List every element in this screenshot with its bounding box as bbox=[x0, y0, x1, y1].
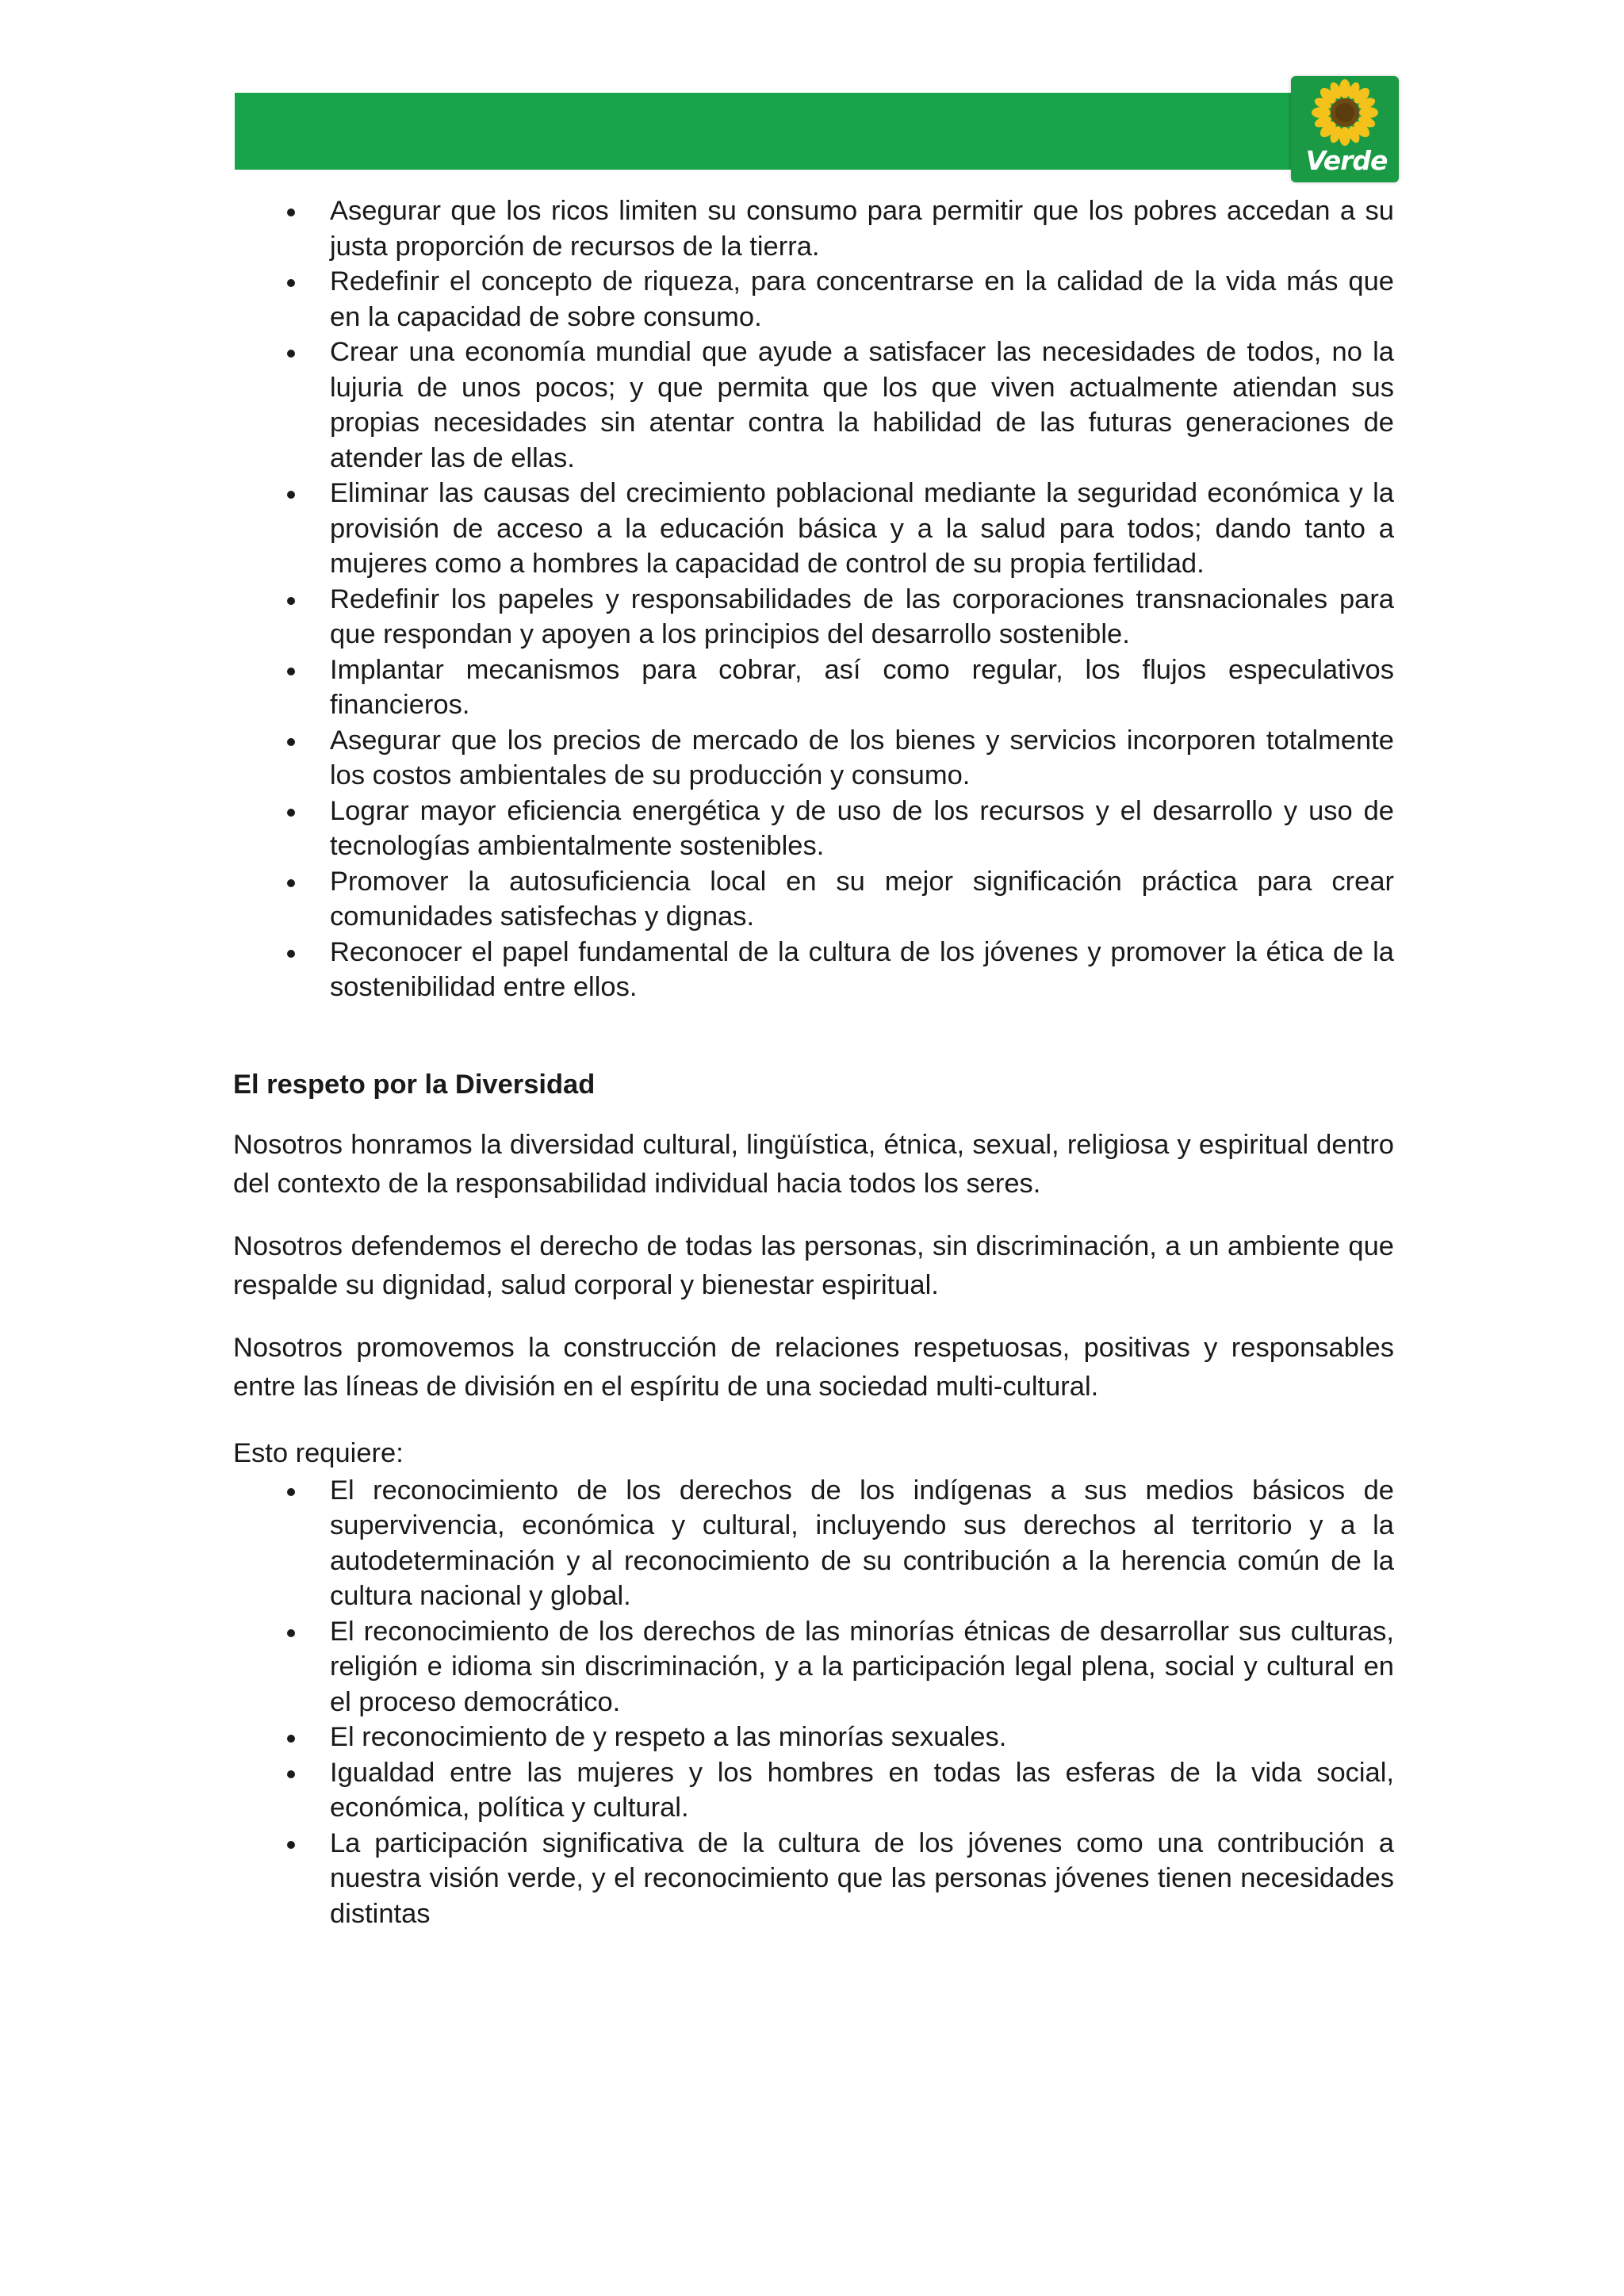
list-item: Asegurar que los precios de mercado de los bienes y servicios incorporen totalmente los costos ambientales de su producción y consumo. bbox=[233, 723, 1394, 794]
bullet-list-top bbox=[233, 193, 1394, 1005]
list-item: Redefinir el concepto de riqueza, para concentrarse en la calidad de la vida más que en la capacidad de sobre consumo. bbox=[233, 264, 1394, 335]
logo-text: Verde bbox=[1305, 145, 1388, 176]
list-item: Redefinir los papeles y responsabilidades de las corporaciones transnacionales para que respondan y apoyen a los principios del desarrollo sostenible. bbox=[233, 582, 1394, 652]
list-item: Lograr mayor eficiencia energética y de uso de los recursos y el desarrollo y uso de tecnologías ambientalmente sostenibles. bbox=[233, 794, 1394, 864]
sunflower-icon bbox=[1312, 79, 1378, 146]
section-heading: El respeto por la Diversidad bbox=[233, 1069, 596, 1100]
list-item: Crear una economía mundial que ayude a satisfacer las necesidades de todos, no la lujuria de unos pocos; y que permita que los que viven actualmente atiendan sus propias necesidades sin atentar contra la habilidad de las futuras generaciones de atender las de ellas. bbox=[233, 335, 1394, 476]
paragraph: Nosotros defendemos el derecho de todas las personas, sin discriminación, a un ambiente que respalde su dignidad, salud corporal y bienestar espiritual. bbox=[233, 1230, 1394, 1300]
bullet-icon bbox=[287, 209, 295, 216]
paragraph: Nosotros honramos la diversidad cultural, lingüística, étnica, sexual, religiosa y espiritual dentro del contexto de la responsabilidad individual hacia todos los seres. bbox=[233, 1129, 1394, 1199]
header-bar bbox=[235, 93, 1397, 170]
bullet-icon bbox=[287, 350, 295, 358]
list-item: Asegurar que los ricos limiten su consumo para permitir que los pobres accedan a su justa proporción de recursos de la tierra. bbox=[233, 193, 1394, 264]
list-item: Reconocer el papel fundamental de la cultura de los jóvenes y promover la ética de la sostenibilidad entre ellos. bbox=[233, 935, 1394, 1005]
bullet-icon bbox=[287, 1841, 295, 1849]
list-item: Eliminar las causas del crecimiento poblacional mediante la seguridad económica y la provisión de acceso a la educación básica y a la salud para todos; dando tanto a mujeres como a hombres la capacidad de control de su propia fertilidad. bbox=[233, 476, 1394, 582]
list-item: El reconocimiento de los derechos de las minorías étnicas de desarrollar sus culturas, religión e idioma sin discriminación, y a la participación legal plena, social y cultural en el proceso democrático. bbox=[233, 1614, 1394, 1720]
list-item: Promover la autosuficiencia local en su mejor significación práctica para crear comunidades satisfechas y dignas. bbox=[233, 864, 1394, 935]
list-item: El reconocimiento de y respeto a las minorías sexuales. bbox=[233, 1720, 1394, 1755]
bullet-icon bbox=[287, 279, 295, 287]
bullet-icon bbox=[287, 738, 295, 746]
list-intro: Esto requiere: bbox=[233, 1437, 404, 1468]
list-item: La participación significativa de la cultura de los jóvenes como una contribución a nuestra visión verde, y el reconocimiento que las personas jóvenes tienen necesidades distintas bbox=[233, 1826, 1394, 1932]
paragraph: Nosotros promovemos la construcción de relaciones respetuosas, positivas y responsables entre las líneas de división en el espíritu de una sociedad multi-cultural. bbox=[233, 1332, 1394, 1402]
bullet-icon bbox=[287, 1629, 295, 1637]
bullet-icon bbox=[287, 879, 295, 887]
bullet-icon bbox=[287, 597, 295, 605]
bullet-icon bbox=[287, 1770, 295, 1778]
bullet-icon bbox=[287, 950, 295, 958]
bullet-icon bbox=[287, 1488, 295, 1496]
bullet-icon bbox=[287, 491, 295, 499]
document-body bbox=[233, 193, 1394, 1931]
bullet-list-diversity bbox=[233, 1473, 1394, 1932]
list-item: Igualdad entre las mujeres y los hombres en todas las esferas de la vida social, económica, política y cultural. bbox=[233, 1755, 1394, 1826]
list-item: El reconocimiento de los derechos de los indígenas a sus medios básicos de supervivencia, económica y cultural, incluyendo sus derechos al territorio y a la autodeterminación y al reconocimiento de su contribución a la herencia común de la cultura nacional y global. bbox=[233, 1473, 1394, 1614]
bullet-icon bbox=[287, 809, 295, 817]
verde-logo bbox=[1291, 76, 1399, 182]
bullet-icon bbox=[287, 1735, 295, 1743]
bullet-icon bbox=[287, 668, 295, 675]
list-item: Implantar mecanismos para cobrar, así como regular, los flujos especulativos financieros. bbox=[233, 652, 1394, 723]
